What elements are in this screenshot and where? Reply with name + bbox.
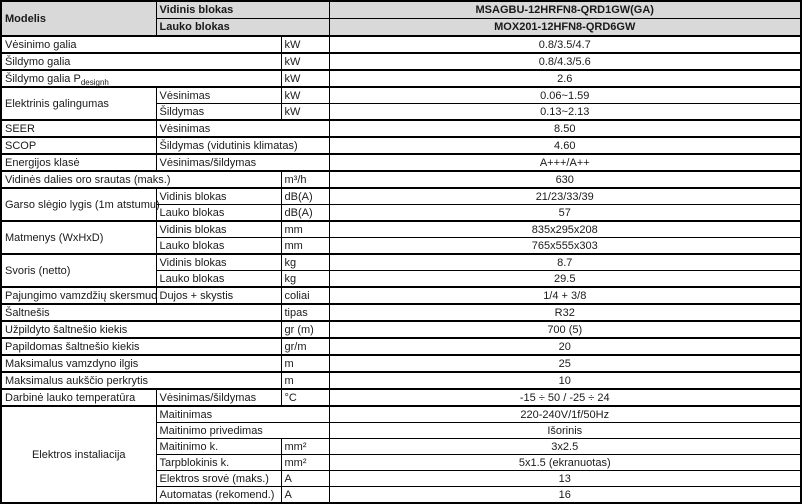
spec-sublabel: Vidinis blokas: [156, 221, 281, 238]
spec-sublabel: Automatas (rekomend.): [156, 487, 281, 504]
spec-value: 0.13~2.13: [329, 104, 801, 121]
spec-label: Užpildyto šaltnešio kiekis: [1, 321, 281, 338]
spec-row-refrigerant-charge: [1, 321, 801, 338]
spec-value: 8.50: [329, 120, 801, 137]
spec-sublabel: Šildymas (vidutinis klimatas): [156, 137, 329, 154]
spec-unit: coliai: [281, 287, 329, 304]
spec-row-power-cooling: [1, 87, 801, 104]
spec-sublabel: Lauko blokas: [156, 238, 281, 255]
spec-value: Išorinis: [329, 423, 801, 439]
spec-unit: gr (m): [281, 321, 329, 338]
indoor-model-name: MSAGBU-12HRFN8-QRD1GW(GA): [329, 1, 801, 19]
spec-label: Šaltnešis: [1, 304, 281, 321]
indoor-unit-label: Vidinis blokas: [156, 1, 329, 19]
outdoor-unit-label: Lauko blokas: [156, 19, 329, 37]
spec-unit: A: [281, 487, 329, 504]
spec-sublabel: Vėsinimas/šildymas: [156, 154, 329, 171]
spec-unit: tipas: [281, 304, 329, 321]
spec-row-heating-capacity: [1, 53, 801, 70]
spec-unit: kg: [281, 254, 329, 271]
spec-label: Šildymo galia: [1, 53, 281, 70]
spec-row-weight-indoor: [1, 254, 801, 271]
spec-row-pdesign: [1, 70, 801, 87]
spec-row-max-pipe-length: [1, 355, 801, 372]
spec-label: Darbinė lauko temperatūra: [1, 389, 156, 406]
spec-row-sound-indoor: [1, 188, 801, 205]
spec-row-cooling-capacity: [1, 36, 801, 53]
spec-sublabel: Vėsinimas/šildymas: [156, 389, 281, 406]
spec-value: 8.7: [329, 254, 801, 271]
spec-value: 29.5: [329, 271, 801, 288]
spec-value: 21/23/33/39: [329, 188, 801, 205]
spec-row-dimensions-indoor: [1, 221, 801, 238]
spec-value: 25: [329, 355, 801, 372]
spec-unit: mm: [281, 238, 329, 255]
spec-unit: kW: [281, 104, 329, 121]
spec-row-seer: [1, 120, 801, 137]
spec-unit: kW: [281, 53, 329, 70]
spec-sublabel: Vidinis blokas: [156, 188, 281, 205]
spec-row-power-supply: [1, 406, 801, 423]
spec-value: 20: [329, 338, 801, 355]
spec-value: 630: [329, 171, 801, 188]
header-row-indoor: [1, 1, 801, 19]
spec-row-max-height-diff: [1, 372, 801, 389]
spec-sublabel: Vėsinimas: [156, 120, 329, 137]
outdoor-model-name: MOX201-12HFN8-QRD6GW: [329, 19, 801, 37]
spec-label: Maksimalus aukščio perkrytis: [1, 372, 281, 389]
spec-unit: dB(A): [281, 188, 329, 205]
spec-value: 16: [329, 487, 801, 504]
spec-sublabel: Šildymas: [156, 104, 281, 121]
spec-value: 765x555x303: [329, 238, 801, 255]
spec-sublabel: Lauko blokas: [156, 271, 281, 288]
spec-sublabel: Vidinis blokas: [156, 254, 281, 271]
spec-unit: m³/h: [281, 171, 329, 188]
spec-sublabel: Dujos + skystis: [156, 287, 281, 304]
spec-row-energy-class: [1, 154, 801, 171]
spec-unit: kW: [281, 70, 329, 87]
spec-group-label: Elektros instaliacija: [1, 406, 156, 503]
spec-value: 5x1.5 (ekranuotas): [329, 455, 801, 471]
spec-value: 2.6: [329, 70, 801, 87]
spec-label: Energijos klasė: [1, 154, 156, 171]
spec-unit: kW: [281, 36, 329, 53]
spec-unit: m: [281, 372, 329, 389]
spec-row-airflow: [1, 171, 801, 188]
spec-sublabel: Vėsinimas: [156, 87, 281, 104]
spec-unit: °C: [281, 389, 329, 406]
spec-group-label: Garso slėgio lygis (1m atstumu): [1, 188, 156, 221]
spec-value: A+++/A++: [329, 154, 801, 171]
spec-group-label: Elektrinis galingumas: [1, 87, 156, 120]
spec-value: 4.60: [329, 137, 801, 154]
spec-value: 835x295x208: [329, 221, 801, 238]
spec-unit: mm: [281, 221, 329, 238]
spec-sublabel: Lauko blokas: [156, 205, 281, 222]
spec-value: 57: [329, 205, 801, 222]
spec-label: Pajungimo vamzdžių skersmuo: [1, 287, 156, 304]
spec-label: Maksimalus vamzdyno ilgis: [1, 355, 281, 372]
spec-label-subscript: designh: [80, 77, 109, 87]
spec-group-label: Svoris (netto): [1, 254, 156, 287]
spec-sublabel: Tarpblokinis k.: [156, 455, 281, 471]
spec-group-label: Matmenys (WxHxD): [1, 221, 156, 254]
spec-unit: gr/m: [281, 338, 329, 355]
spec-label: Papildomas šaltnešio kiekis: [1, 338, 281, 355]
spec-value: 10: [329, 372, 801, 389]
spec-row-operating-temperature: [1, 389, 801, 406]
spec-value: 220-240V/1f/50Hz: [329, 406, 801, 423]
spec-value: 13: [329, 471, 801, 487]
model-header-label: Modelis: [1, 1, 156, 36]
spec-value: 0.8/3.5/4.7: [329, 36, 801, 53]
spec-sublabel: Maitinimo privedimas: [156, 423, 329, 439]
spec-sublabel: Maitinimas: [156, 406, 329, 423]
spec-label: SCOP: [1, 137, 156, 154]
spec-label: SEER: [1, 120, 156, 137]
spec-row-scop: [1, 137, 801, 154]
spec-value: 0.8/4.3/5.6: [329, 53, 801, 70]
spec-value: 1/4 + 3/8: [329, 287, 801, 304]
spec-row-additional-refrigerant: [1, 338, 801, 355]
spec-unit: mm²: [281, 455, 329, 471]
spec-label: Vėsinimo galia: [1, 36, 281, 53]
spec-label-text: Šildymo galia P: [5, 72, 81, 85]
spec-row-pipe-diameter: [1, 287, 801, 304]
spec-unit: m: [281, 355, 329, 372]
spec-value: R32: [329, 304, 801, 321]
spec-unit: dB(A): [281, 205, 329, 222]
spec-value: -15 ÷ 50 / -25 ÷ 24: [329, 389, 801, 406]
spec-unit: kW: [281, 87, 329, 104]
spec-value: 700 (5): [329, 321, 801, 338]
spec-sublabel: Elektros srovė (maks.): [156, 471, 281, 487]
spec-sublabel: Maitinimo k.: [156, 439, 281, 455]
spec-label: [1, 70, 281, 87]
spec-unit: mm²: [281, 439, 329, 455]
spec-label: Vidinės dalies oro srautas (maks.): [1, 171, 281, 188]
spec-value: 0.06~1.59: [329, 87, 801, 104]
spec-unit: kg: [281, 271, 329, 288]
spec-unit: A: [281, 471, 329, 487]
spec-value: 3x2.5: [329, 439, 801, 455]
spec-row-refrigerant: [1, 304, 801, 321]
